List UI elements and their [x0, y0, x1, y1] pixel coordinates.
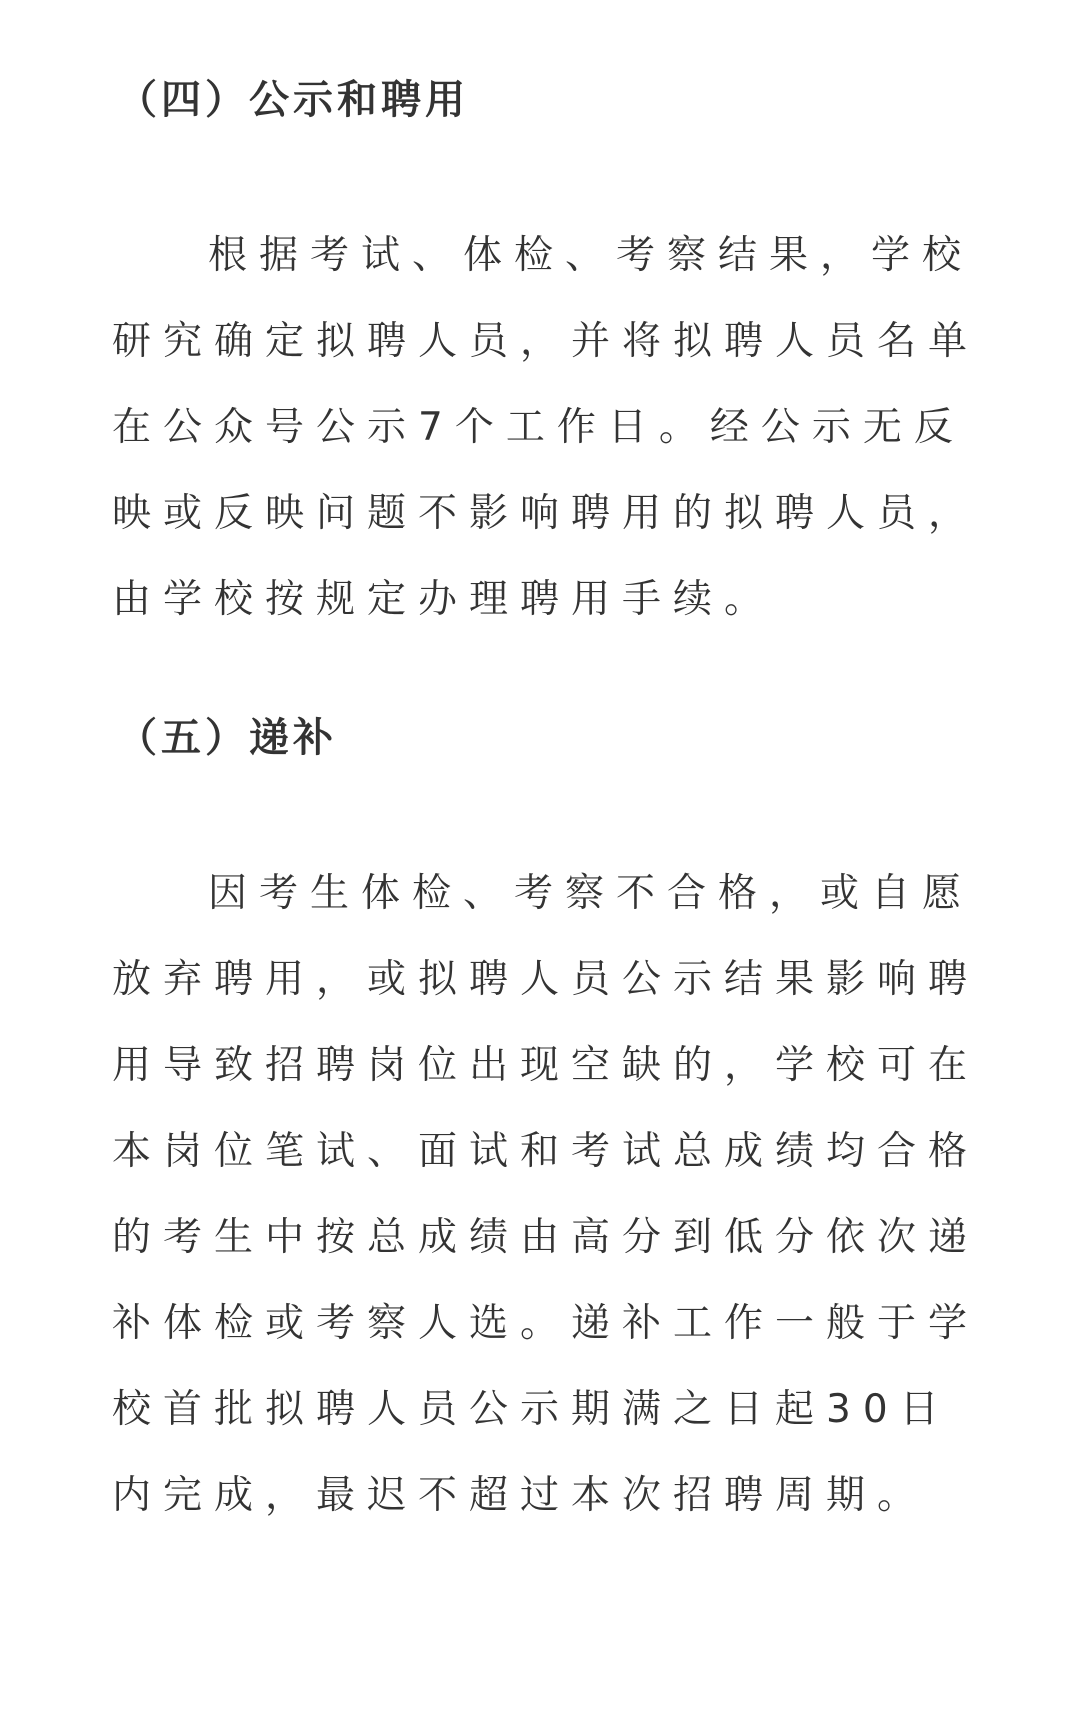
paragraph-line: 校首批拟聘人员公示期满之日起30日 [112, 1387, 951, 1432]
paragraph-line: 补体检或考察人选。递补工作一般于学 [112, 1301, 980, 1346]
paragraph-line: 的考生中按总成绩由高分到低分依次递 [112, 1215, 980, 1260]
paragraph-line: 内完成，最迟不超过本次招聘周期。 [112, 1473, 929, 1518]
paragraph-line: 映或反映问题不影响聘用的拟聘人员， [112, 491, 980, 536]
paragraph-line: 由学校按规定办理聘用手续。 [112, 577, 776, 622]
paragraph-line: 研究确定拟聘人员，并将拟聘人员名单 [112, 319, 980, 364]
paragraph-line: 因考生体检、考察不合格，或自愿 [208, 871, 974, 916]
paragraph-line: 用导致招聘岗位出现空缺的，学校可在 [112, 1043, 980, 1088]
section-4-paragraph [112, 213, 980, 643]
paragraph-line: 本岗位笔试、面试和考试总成绩均合格 [112, 1129, 980, 1174]
paragraph-line: 根据考试、体检、考察结果，学校 [208, 233, 974, 278]
section-4-heading: （四）公示和聘用 [117, 77, 469, 123]
section-5-heading: （五）递补 [117, 715, 337, 761]
paragraph-line: 放弃聘用，或拟聘人员公示结果影响聘 [112, 957, 980, 1002]
section-5-paragraph [112, 851, 980, 1539]
paragraph-line: 在公众号公示7个工作日。经公示无反 [112, 405, 965, 450]
